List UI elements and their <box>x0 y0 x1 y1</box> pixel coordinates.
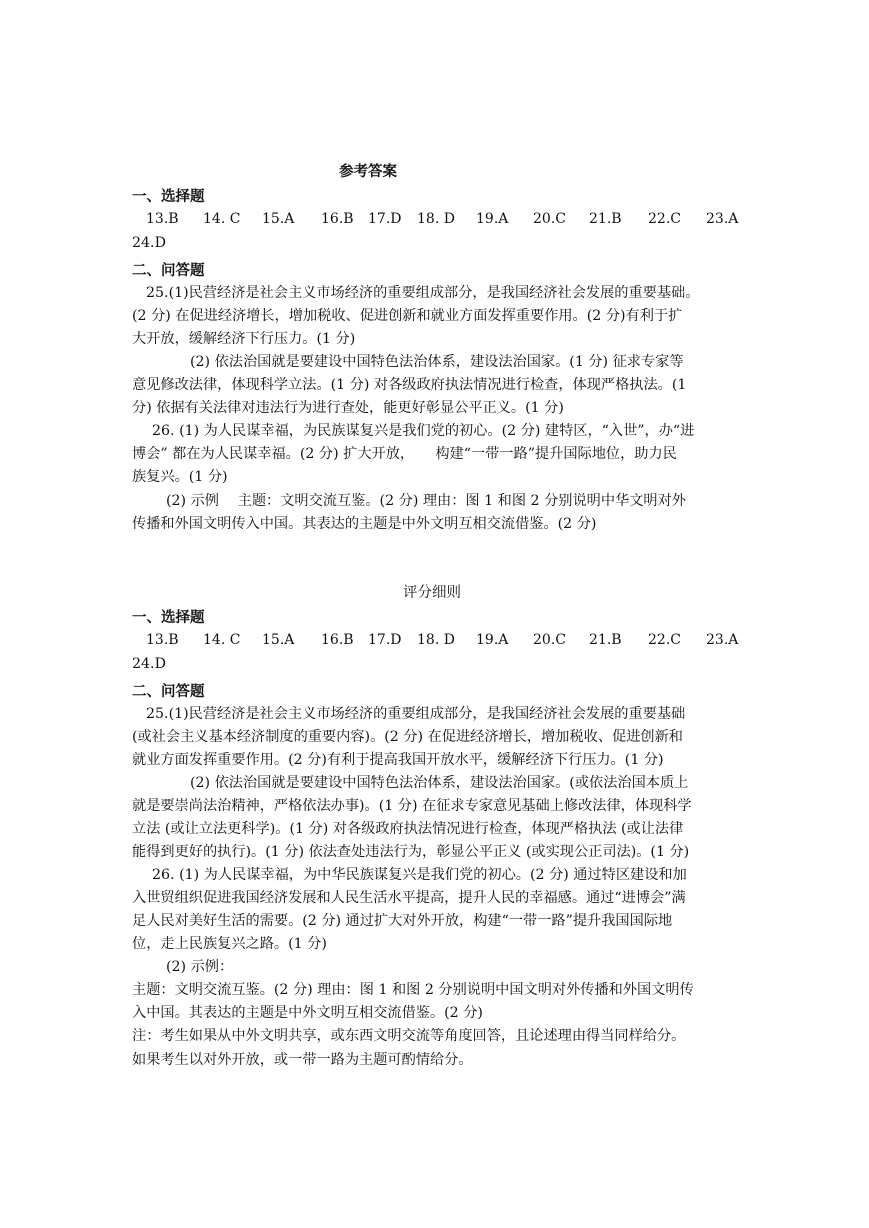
answers-line: 大开放，缓解经济下行压力。(1 分) <box>132 331 356 347</box>
choice-answer: 13.B <box>146 632 179 648</box>
grading-line: 入中国。其表达的主题是中外文明互相交流借鉴。(2 分) <box>132 1005 483 1021</box>
grading-line: 能得到更好的执行)。(1 分) 依法查处违法行为，彰显公平正义 (或实现公正司法)。(1 分) <box>132 844 690 860</box>
answers-line: 25.(1)民营经济是社会主义市场经济的重要组成部分，是我国经济社会发展的重要基础。 <box>146 285 700 301</box>
answers-line: (2 分) 在促进经济增长，增加税收、促进创新和就业方面发挥重要作用。(2 分)有利于扩 <box>132 308 683 324</box>
grading-line: (或社会主义基本经济制度的重要内容)。(2 分) 在促进经济增长，增加税收、促进创新和 <box>132 729 683 745</box>
choice-answer: 20.C <box>533 211 566 227</box>
answers-line: 分) 依据有关法律对违法行为进行查处，能更好彰显公平正义。(1 分) <box>132 400 564 416</box>
answers-line: 传播和外国文明传入中国。其表达的主题是中外文明互相交流借鉴。(2 分) <box>132 516 597 532</box>
choice-answer: 18. D <box>417 211 455 227</box>
choice-answer: 22.C <box>648 211 681 227</box>
grading-line: 足人民对美好生活的需要。(2 分) 通过扩大对外开放，构建“一带一路”提升我国国际地 <box>132 913 673 929</box>
grading-section-choice: 一、选择题 <box>132 609 205 626</box>
grading-line: (2) 依法治国就是要建设中国特色法治体系，建设法治国家。(或依法治国本质上 <box>190 775 689 791</box>
answers-choice-last: 24.D <box>132 235 166 251</box>
grading-title: 评分细则 <box>403 585 461 601</box>
answers-line: 博会” 都在为人民谋幸福。(2 分) 扩大开放， 构建“一带一路”提升国际地位，助力民 <box>132 446 677 462</box>
choice-answer: 15.A <box>262 632 295 648</box>
choice-answer: 13.B <box>146 211 179 227</box>
choice-answer: 19.A <box>476 632 509 648</box>
grading-line: 位，走上民族复兴之路。(1 分) <box>132 936 327 952</box>
choice-answer: 16.B <box>321 211 354 227</box>
answers-title: 参考答案 <box>339 163 397 180</box>
answers-line: 意见修改法律，体现科学立法。(1 分) 对各级政府执法情况进行检查，体现严格执法。(1 <box>132 377 687 393</box>
answers-line: 族复兴。(1 分) <box>132 469 228 485</box>
choice-answer: 21.B <box>589 632 622 648</box>
grading-line: 就是要崇尚法治精神，严格依法办事)。(1 分) 在征求专家意见基础上修改法律，体现科学 <box>132 798 692 814</box>
choice-answer: 20.C <box>533 632 566 648</box>
grading-section-qa: 二、问答题 <box>132 683 205 700</box>
choice-answer: 17.D <box>368 632 402 648</box>
choice-answer: 17.D <box>368 211 402 227</box>
choice-answer: 19.A <box>476 211 509 227</box>
answers-line: (2) 示例 主题：文明交流互鉴。(2 分) 理由：图 1 和图 2 分别说明中华文明对外 <box>166 493 686 509</box>
choice-answer: 21.B <box>589 211 622 227</box>
choice-answer: 18. D <box>417 632 455 648</box>
answers-line: (2) 依法治国就是要建设中国特色法治体系，建设法治国家。(1 分) 征求专家等 <box>190 354 684 370</box>
answers-section-qa: 二、问答题 <box>132 262 205 279</box>
grading-line: 26. (1) 为人民谋幸福，为中华民族谋复兴是我们党的初心。(2 分) 通过特区建设和加 <box>152 867 687 883</box>
choice-answer: 14. C <box>203 632 241 648</box>
grading-line: 如果考生以对外开放，或一带一路为主题可酌情给分。 <box>132 1052 473 1068</box>
grading-line: 25.(1)民营经济是社会主义市场经济的重要组成部分，是我国经济社会发展的重要基础 <box>146 706 686 722</box>
choice-answer: 16.B <box>321 632 354 648</box>
choice-answer: 22.C <box>648 632 681 648</box>
grading-line: 注：考生如果从中外文明共享，或东西文明交流等角度回答，且论述理由得当同样给分。 <box>132 1028 686 1044</box>
answers-line: 26. (1) 为人民谋幸福，为民族谋复兴是我们党的初心。(2 分) 建特区，“入世”，办“进 <box>152 423 695 439</box>
choice-answer: 23.A <box>706 211 739 227</box>
choice-answer: 15.A <box>262 211 295 227</box>
answers-section-choice: 一、选择题 <box>132 188 205 205</box>
grading-line: 主题：文明交流互鉴。(2 分) 理由：图 1 和图 2 分别说明中国文明对外传播和外国文明传 <box>132 982 694 998</box>
choice-answer: 23.A <box>706 632 739 648</box>
grading-line: 入世贸组织促进我国经济发展和人民生活水平提高，提升人民的幸福感。通过“进博会”满 <box>132 890 686 906</box>
choice-answer: 14. C <box>203 211 241 227</box>
grading-line: (2) 示例： <box>166 959 234 975</box>
grading-choice-last: 24.D <box>132 656 166 672</box>
grading-line: 就业方面发挥重要作用。(2 分)有利于提高我国开放水平，缓解经济下行压力。(1 分) <box>132 752 664 768</box>
grading-line: 立法 (或让立法更科学)。(1 分) 对各级政府执法情况进行检查，体现严格执法 (或让法律 <box>132 821 684 837</box>
